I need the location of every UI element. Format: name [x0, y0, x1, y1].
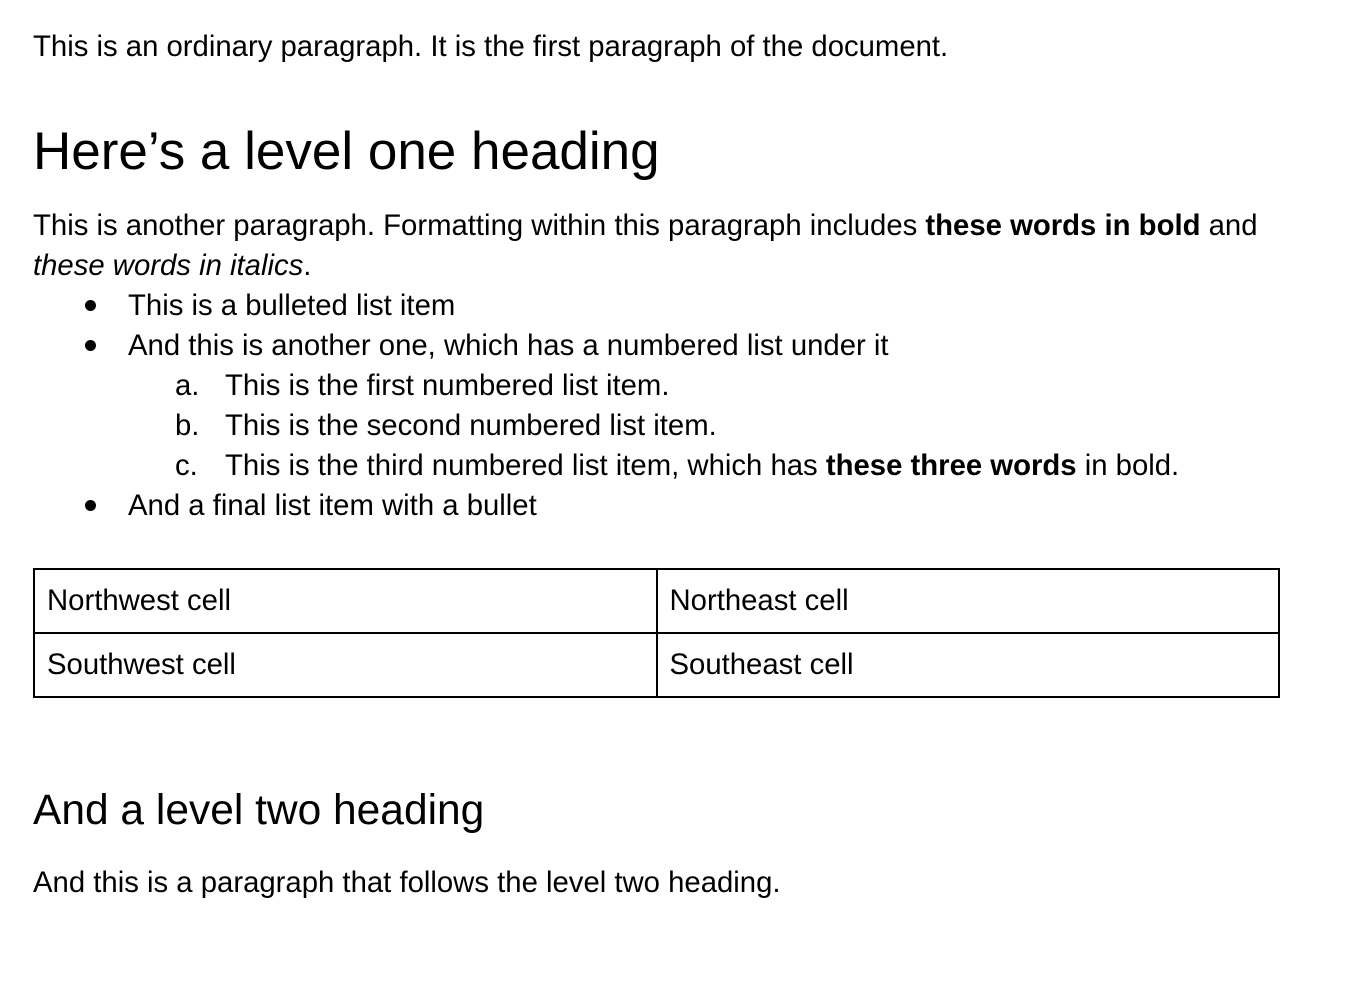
formatted-paragraph-text: and	[1200, 208, 1258, 242]
list-item	[33, 286, 1327, 326]
list-item	[33, 486, 1327, 526]
level-one-heading: Here’s a level one heading	[33, 122, 660, 181]
numbered-item-text: in bold.	[1076, 448, 1180, 482]
numbered-list-item	[33, 366, 1327, 406]
intro-paragraph: This is an ordinary paragraph. It is the first paragraph of the document.	[33, 30, 949, 63]
level-two-heading: And a level two heading	[33, 786, 485, 834]
bulleted-list	[33, 486, 1327, 526]
table-cell-northeast: Northeast cell	[657, 569, 1280, 633]
numbered-list-item	[33, 446, 1327, 486]
formatted-paragraph	[33, 206, 1327, 286]
numbered-item-text: This is the second numbered list item.	[225, 408, 717, 442]
numbered-list-item	[33, 406, 1327, 446]
italic-text-span: these words in italics	[33, 248, 304, 282]
list-item	[33, 326, 1327, 366]
bold-text-span: these three words	[825, 448, 1077, 482]
table-row	[34, 633, 1279, 697]
numbered-item-text: This is the third numbered list item, which has	[225, 448, 826, 482]
bullet-icon	[85, 500, 96, 511]
list-item-text: This is a bulleted list item	[128, 288, 456, 322]
bullet-icon	[85, 340, 96, 351]
list-marker: b.	[175, 408, 200, 442]
list-item-text: And a final list item with a bullet	[128, 488, 537, 522]
bulleted-list	[33, 286, 1327, 366]
numbered-sublist	[33, 366, 1327, 486]
table-cell-northwest: Northwest cell	[34, 569, 657, 633]
table-row	[34, 569, 1279, 633]
closing-paragraph: And this is a paragraph that follows the level two heading.	[33, 865, 781, 899]
bold-text-span: these words in bold	[925, 208, 1201, 242]
list-marker: a.	[175, 368, 200, 402]
table-cell-southwest: Southwest cell	[34, 633, 657, 697]
two-by-two-table	[33, 568, 1280, 698]
formatted-paragraph-text: This is another paragraph. Formatting within this paragraph includes	[33, 208, 926, 242]
table-cell-southeast: Southeast cell	[657, 633, 1280, 697]
list-marker: c.	[175, 448, 198, 482]
numbered-item-text: This is the first numbered list item.	[225, 368, 670, 402]
formatted-paragraph-text: .	[303, 248, 312, 282]
list-item-text: And this is another one, which has a numbered list under it	[128, 328, 889, 362]
bullet-icon	[85, 300, 96, 311]
